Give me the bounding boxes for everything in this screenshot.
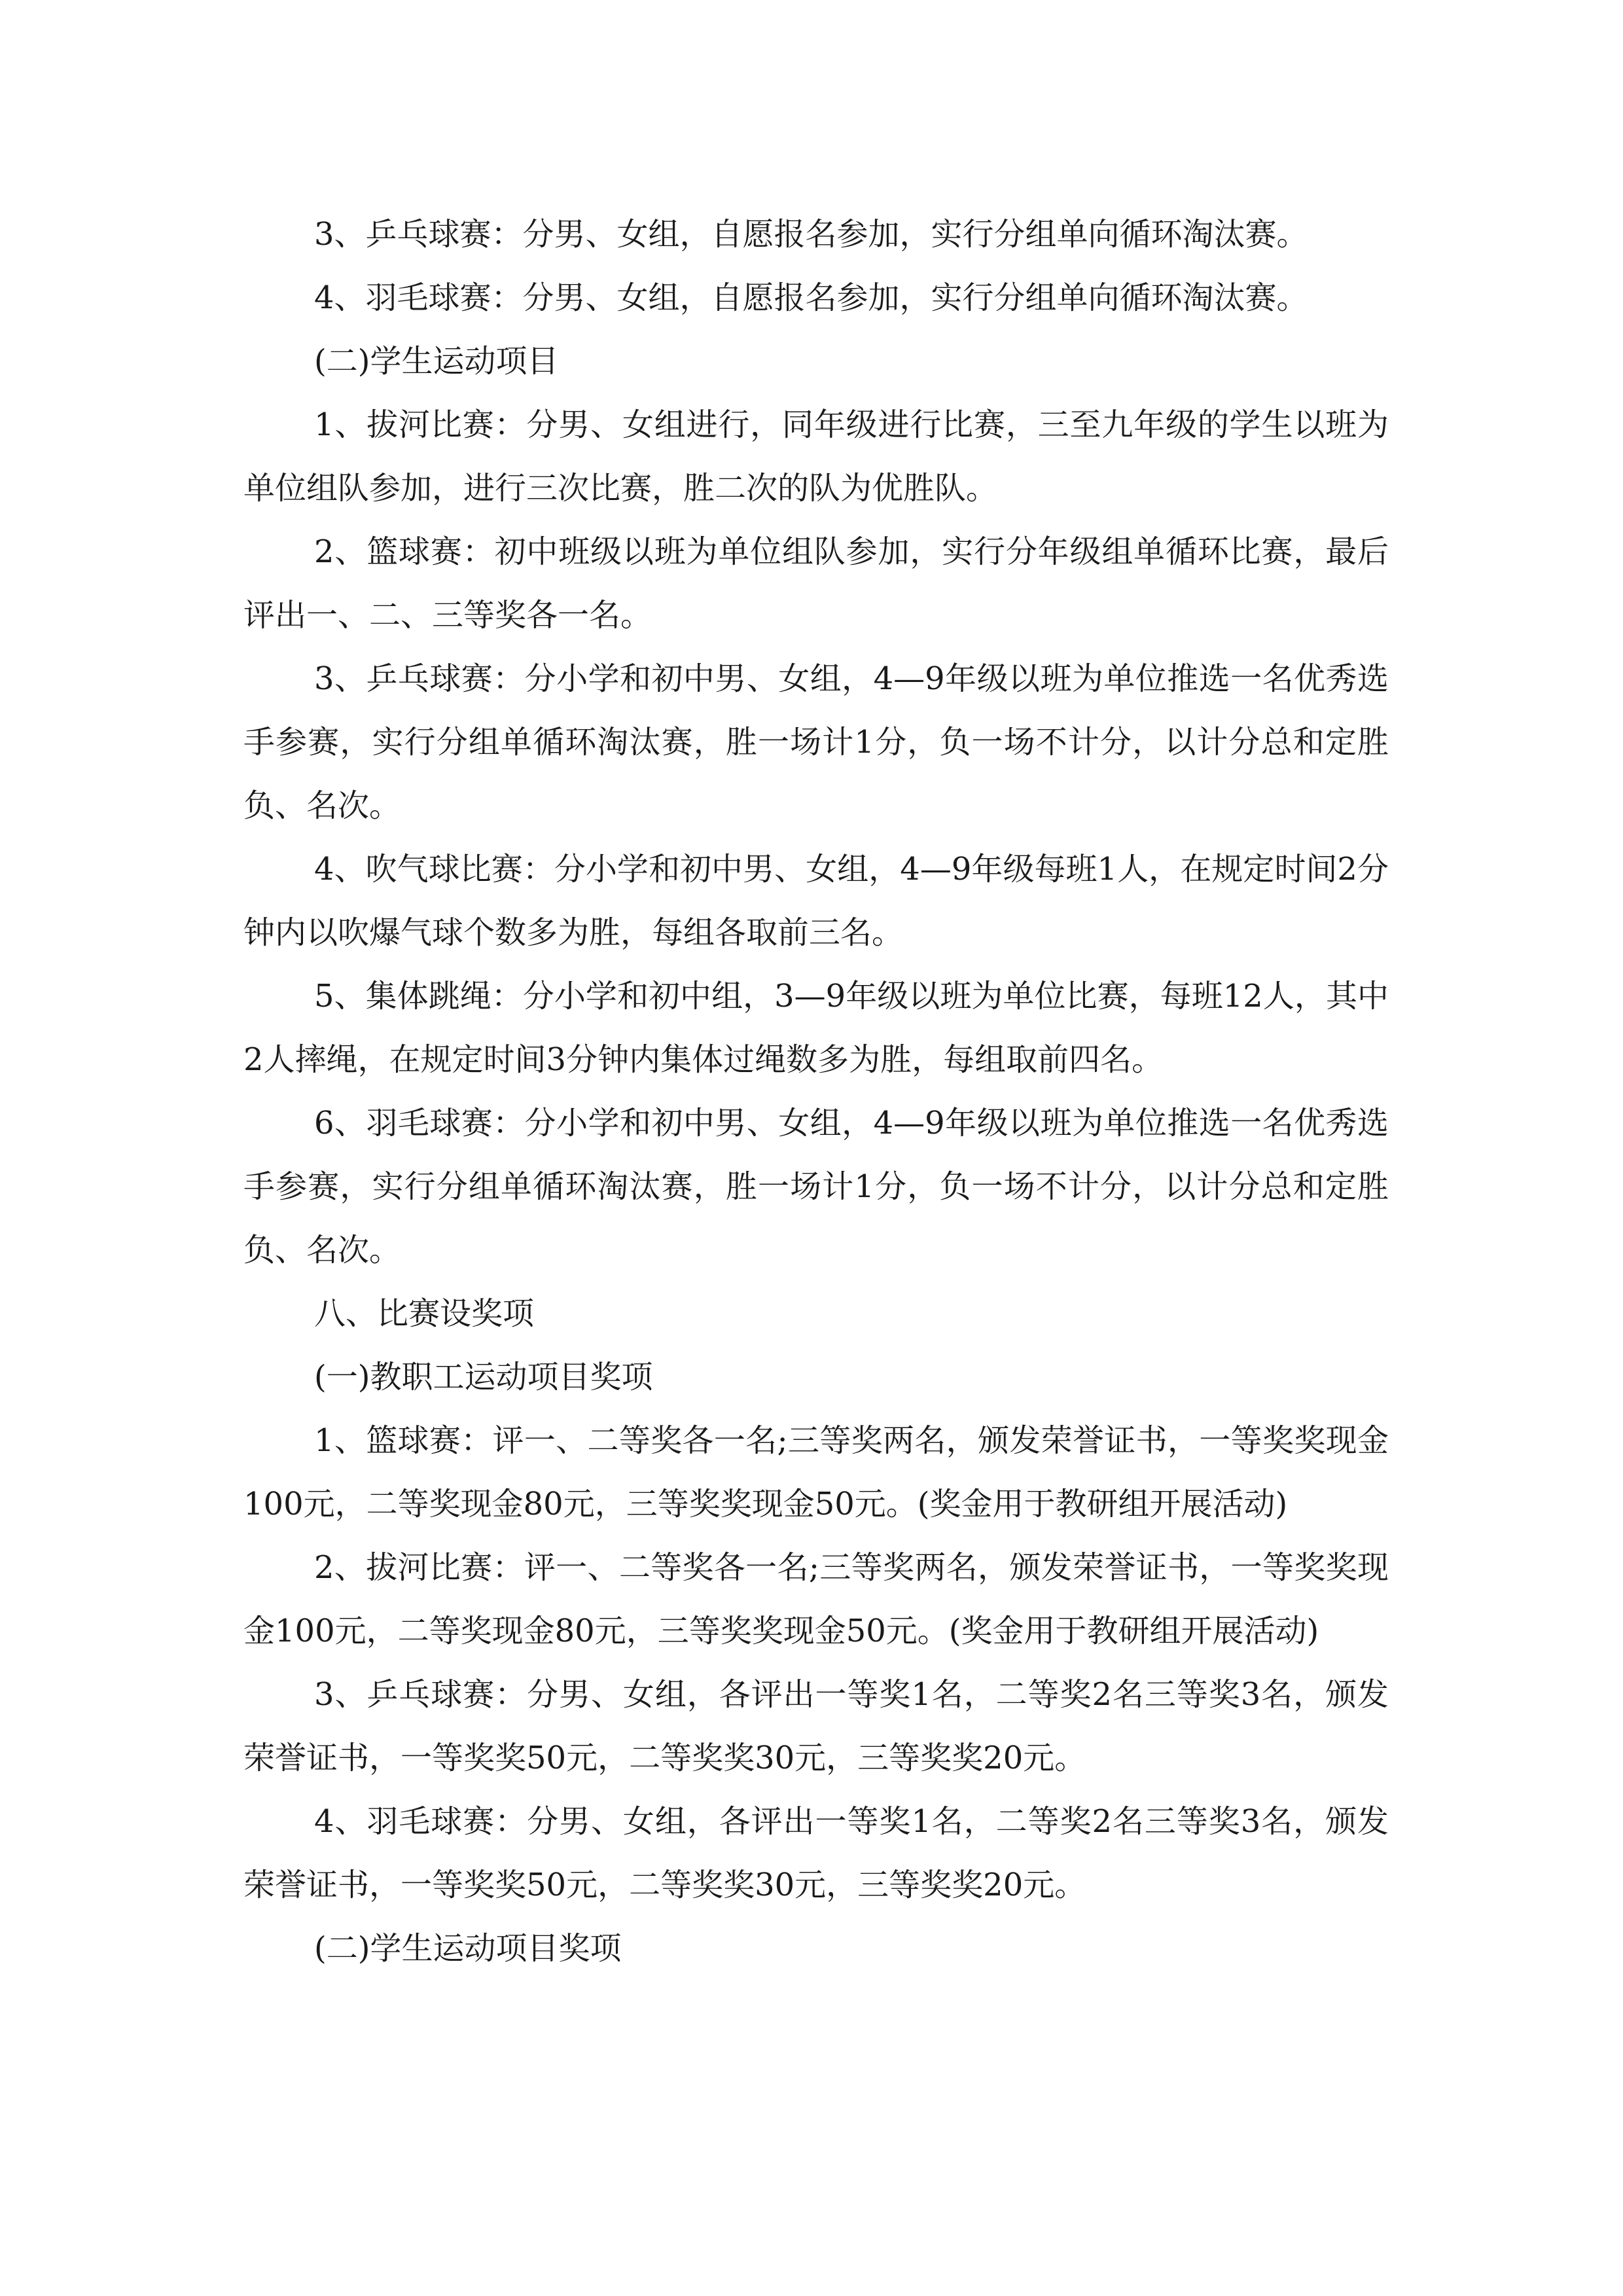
section-heading-student-awards: (二)学生运动项目奖项 xyxy=(314,1930,622,1967)
paragraph-pingpong-staff: 3、乒乓球赛：分男、女组，自愿报名参加，实行分组单向循环淘汰赛。 xyxy=(314,216,1308,253)
paragraph-basketball-student: 2、篮球赛：初中班级以班为单位组队参加，实行分年级组单循环比赛，最后评出一、二、三等奖各一名。 xyxy=(243,533,1389,634)
paragraph-pingpong-student: 3、乒乓球赛：分小学和初中男、女组，4—9年级以班为单位推选一名优秀选手参赛，实行分组单循环淘汰赛，胜一场计1分，负一场不计分，以计分总和定胜负、名次。 xyxy=(243,660,1389,824)
section-heading-student-events: (二)学生运动项目 xyxy=(314,343,559,380)
paragraph-tug-of-war-award: 2、拔河比赛：评一、二等奖各一名;三等奖两名，颁发荣誉证书，一等奖奖现金100元，二等奖现金80元，三等奖奖现金50元。(奖金用于教研组开展活动) xyxy=(243,1549,1389,1649)
paragraph-badminton-student: 6、羽毛球赛：分小学和初中男、女组，4—9年级以班为单位推选一名优秀选手参赛，实行分组单循环淘汰赛，胜一场计1分，负一场不计分，以计分总和定胜负、名次。 xyxy=(243,1105,1389,1268)
paragraph-basketball-award: 1、篮球赛：评一、二等奖各一名;三等奖两名，颁发荣誉证书，一等奖奖现金100元，二等奖现金80元，三等奖奖现金50元。(奖金用于教研组开展活动) xyxy=(243,1422,1389,1522)
document-body xyxy=(243,203,1389,1981)
paragraph-rope-skipping: 5、集体跳绳：分小学和初中组，3—9年级以班为单位比赛，每班12人，其中2人摔绳，在规定时间3分钟内集体过绳数多为胜，每组取前四名。 xyxy=(243,978,1389,1078)
paragraph-badminton-staff: 4、羽毛球赛：分男、女组，自愿报名参加，实行分组单向循环淘汰赛。 xyxy=(314,279,1308,316)
paragraph-tug-of-war: 1、拔河比赛：分男、女组进行，同年级进行比赛，三至九年级的学生以班为单位组队参加，进行三次比赛，胜二次的队为优胜队。 xyxy=(243,406,1389,507)
paragraph-badminton-award: 4、羽毛球赛：分男、女组，各评出一等奖1名，二等奖2名三等奖3名，颁发荣誉证书，一等奖奖50元，二等奖奖30元，三等奖奖20元。 xyxy=(243,1803,1389,1903)
section-heading-awards: 八、比赛设奖项 xyxy=(314,1295,535,1332)
section-heading-staff-awards: (一)教职工运动项目奖项 xyxy=(314,1359,653,1395)
paragraph-pingpong-award: 3、乒乓球赛：分男、女组，各评出一等奖1名，二等奖2名三等奖3名，颁发荣誉证书，一等奖奖50元，二等奖奖30元，三等奖奖20元。 xyxy=(243,1676,1389,1776)
paragraph-balloon: 4、吹气球比赛：分小学和初中男、女组，4—9年级每班1人，在规定时间2分钟内以吹爆气球个数多为胜，每组各取前三名。 xyxy=(243,851,1389,951)
